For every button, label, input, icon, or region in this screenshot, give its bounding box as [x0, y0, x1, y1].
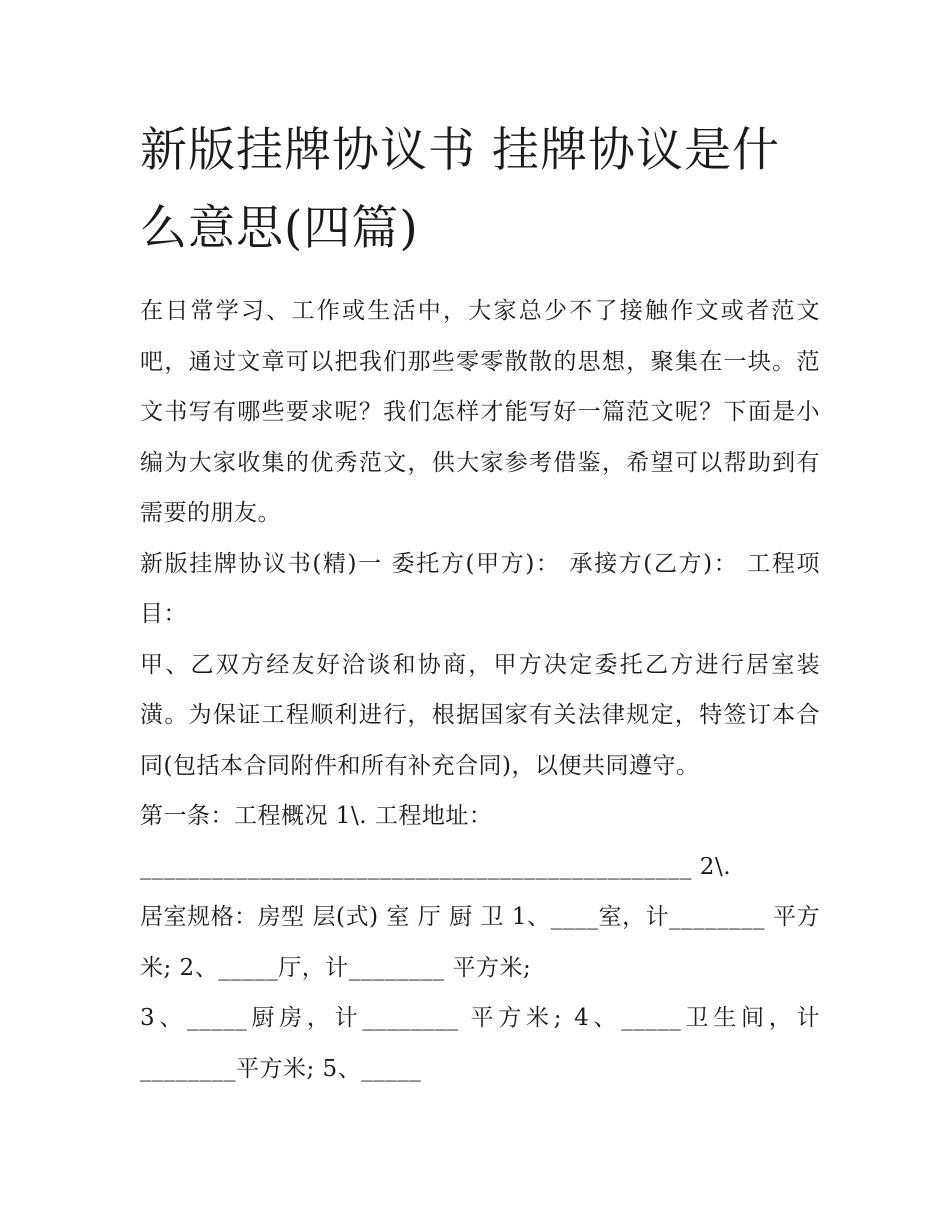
intro-paragraph: 在日常学习、工作或生活中，大家总少不了接触作文或者范文吧，通过文章可以把我们那些零零散散的思想，聚集在一块。范文书写有哪些要求呢？我们怎样才能写好一篇范文呢？下面是小编为大家收集的优秀范文，供大家参考借鉴，希望可以帮助到有需要的朋友。	[140, 298, 820, 526]
agreement-body-paragraph: 甲、乙双方经友好洽谈和协商，甲方决定委托乙方进行居室装潢。为保证工程顺利进行，根据国家有关法律规定，特签订本合同(包括本合同附件和所有补充合同)，以便共同遵守。	[140, 651, 820, 779]
article-one-line: 第一条：工程概况 1\. 工程地址：	[140, 803, 493, 829]
document-title: 新版挂牌协议书 挂牌协议是什么意思(四篇)	[140, 123, 780, 256]
room-spec-paragraph: 居室规格：房型 层(式) 室 厅 厨 卫 1、____室，计________ 平方米; 2、_____厅，计________ 平方米;	[140, 904, 820, 981]
agreement-heading-line: 新版挂牌协议书(精)一 委托方(甲方)： 承接方(乙方)： 工程项目：	[140, 550, 820, 627]
document-page	[140, 112, 820, 1094]
address-blank-line: ______________________________________________ 2\.	[140, 853, 732, 880]
room-spec-paragraph-2: 3、_____厨房，计________ 平方米; 4、_____卫生间，计________平方米; 5、_____	[140, 1005, 820, 1082]
